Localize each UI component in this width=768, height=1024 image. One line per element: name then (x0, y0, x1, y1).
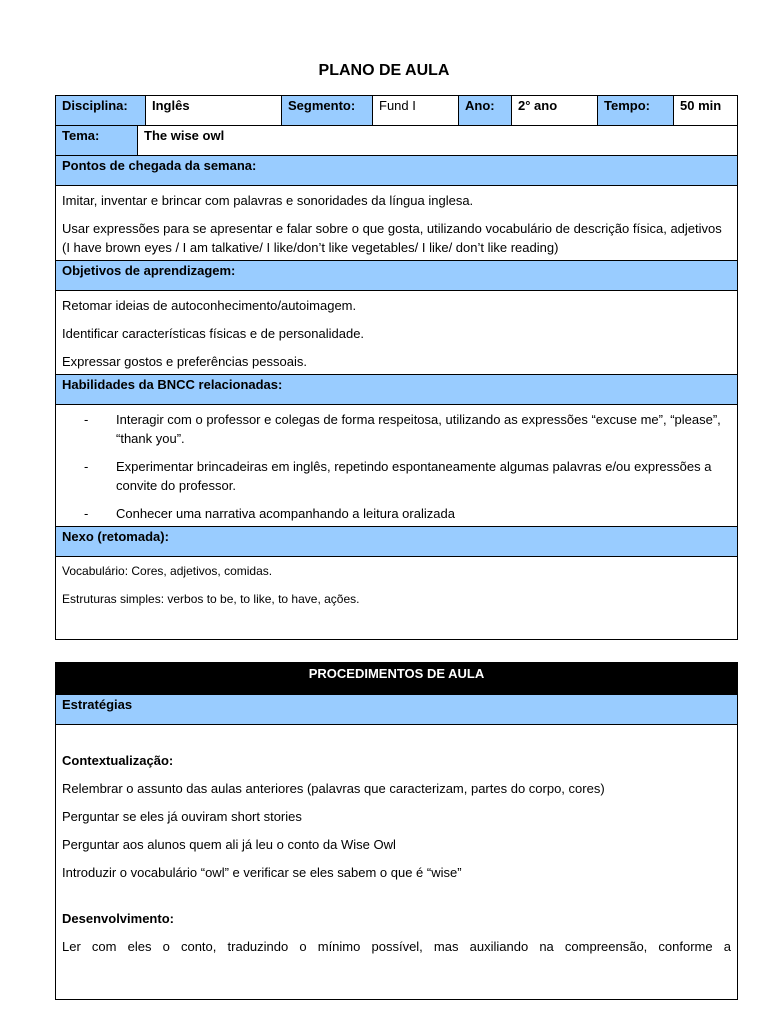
procedimentos-body (56, 725, 738, 1000)
habilidades-heading: Habilidades da BNCC relacionadas: (56, 375, 738, 405)
tempo-value: 50 min (674, 96, 738, 126)
contextualizacao-item: Introduzir o vocabulário “owl” e verificar se eles sabem o que é “wise” (62, 865, 462, 880)
ano-label: Ano: (459, 96, 512, 126)
habilidades-body (56, 405, 738, 527)
lesson-plan-table (55, 95, 738, 640)
tema-value: The wise owl (138, 126, 738, 156)
objetivos-item: Identificar características físicas e de personalidade. (62, 326, 365, 341)
estrategias-heading: Estratégias (56, 695, 738, 725)
nexo-body (56, 557, 738, 640)
nexo-item: Vocabulário: Cores, adjetivos, comidas. (62, 564, 273, 578)
contextualizacao-item: Relembrar o assunto das aulas anteriores (palavras que caracterizam, partes do corpo, cores) (62, 781, 605, 796)
tema-label: Tema: (56, 126, 138, 156)
header-row (56, 96, 738, 126)
procedimentos-heading: PROCEDIMENTOS DE AULA (56, 663, 738, 695)
habilidades-item: - Interagir com o professor e colegas de forma respeitosa, utilizando as expressões “excuse me”, “please”, “thank you”. (84, 410, 731, 448)
segmento-value: Fund I (373, 96, 459, 126)
contextualizacao-item: Perguntar se eles já ouviram short stories (62, 809, 302, 824)
nexo-heading: Nexo (retomada): (56, 527, 738, 557)
desenvolvimento-text: Ler com eles o conto, traduzindo o mínimo possível, mas auxiliando na compreensão, conforme a (62, 939, 731, 954)
pontos-body (56, 186, 738, 261)
tema-row (56, 126, 738, 156)
pontos-item: Usar expressões para se apresentar e falar sobre o que gosta, utilizando vocabulário de descrição física, adjetivos (I have brown eyes / I am talkative/ I like/don’t like vegetables/ I like/ don’t like reading) (62, 221, 722, 255)
objetivos-body (56, 291, 738, 375)
objetivos-item: Expressar gostos e preferências pessoais. (62, 354, 307, 369)
ano-value: 2° ano (512, 96, 598, 126)
habilidades-item: - Experimentar brincadeiras em inglês, repetindo espontaneamente algumas palavras e/ou expressões a convite do professor. (84, 457, 731, 495)
habilidades-item: - Conhecer uma narrativa acompanhando a leitura oralizada (84, 504, 731, 523)
nexo-item: Estruturas simples: verbos to be, to like, to have, ações. (62, 592, 360, 606)
page-title: PLANO DE AULA (318, 62, 450, 79)
pontos-item: Imitar, inventar e brincar com palavras e sonoridades da língua inglesa. (62, 193, 474, 208)
pontos-heading: Pontos de chegada da semana: (56, 156, 738, 186)
tempo-label: Tempo: (598, 96, 674, 126)
disciplina-label: Disciplina: (56, 96, 146, 126)
objetivos-heading: Objetivos de aprendizagem: (56, 261, 738, 291)
contextualizacao-heading: Contextualização: (62, 753, 174, 768)
disciplina-value: Inglês (146, 96, 282, 126)
habilidades-list (62, 410, 731, 523)
desenvolvimento-heading: Desenvolvimento: (62, 911, 174, 926)
procedimentos-table (55, 662, 738, 1000)
contextualizacao-item: Perguntar aos alunos quem ali já leu o conto da Wise Owl (62, 837, 396, 852)
spacer (62, 891, 731, 909)
segmento-label: Segmento: (282, 96, 373, 126)
objetivos-item: Retomar ideias de autoconhecimento/autoimagem. (62, 298, 357, 313)
